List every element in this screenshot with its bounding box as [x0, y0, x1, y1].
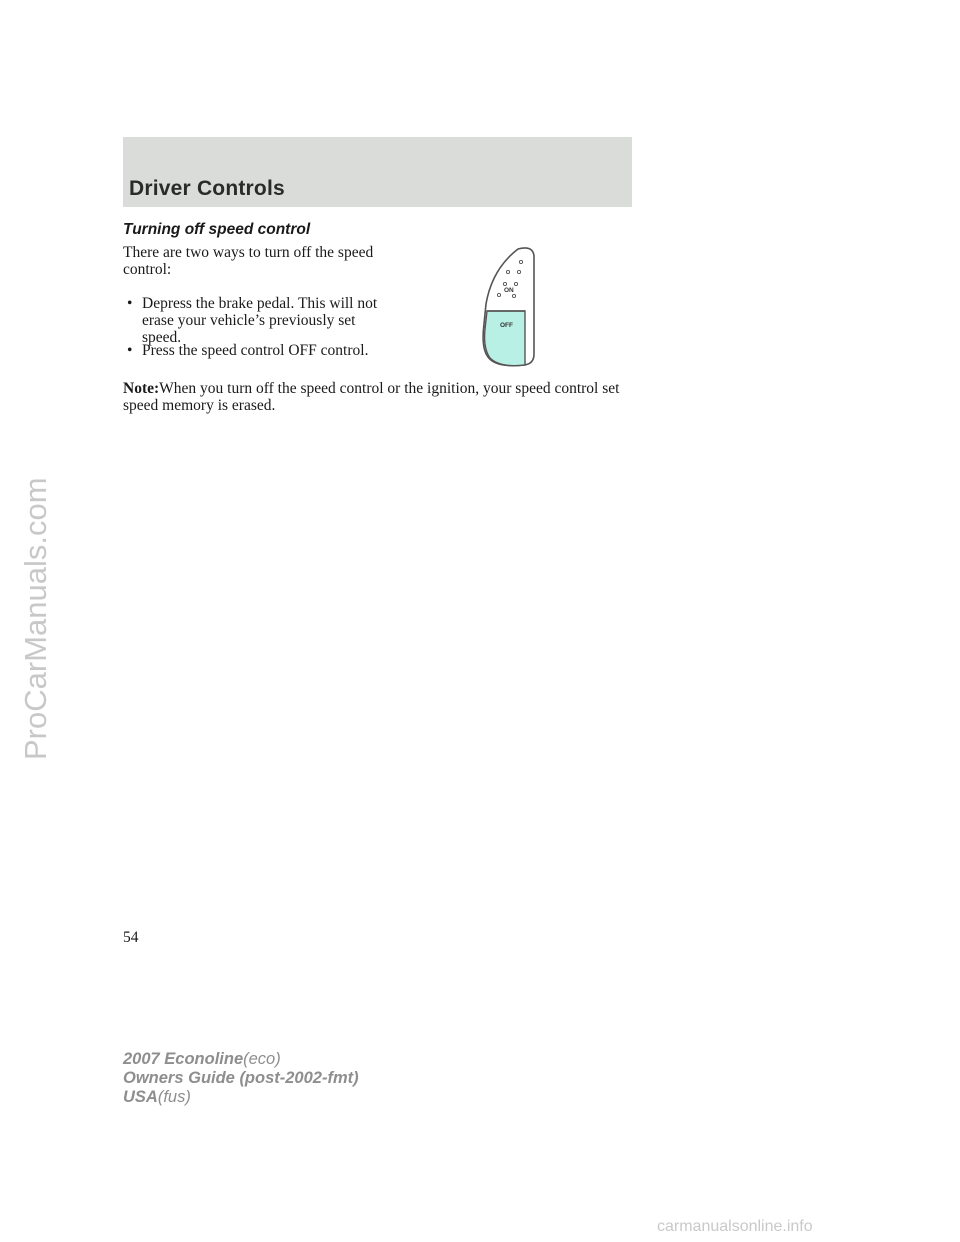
footer-market-code: (fus) — [157, 1088, 191, 1106]
bullet-marker: • — [127, 342, 133, 359]
footer-line-3 — [123, 1088, 359, 1107]
footer-line-1 — [123, 1050, 359, 1069]
off-button-region — [485, 311, 525, 366]
bottom-watermark: carmanualsonline.info — [657, 1218, 813, 1235]
section-title: Driver Controls — [129, 177, 285, 200]
list-item-text: Depress the brake pedal. This will not erase your vehicle’s previously set speed. — [142, 295, 378, 346]
page-number: 54 — [123, 929, 139, 946]
note-label: Note: — [123, 380, 160, 397]
footer-market: USA — [123, 1088, 158, 1106]
off-label: OFF — [500, 322, 513, 329]
note-text: When you turn off the speed control or the ignition, your speed control set speed memory is erased. — [123, 380, 620, 414]
bullet-marker: • — [127, 295, 133, 312]
side-watermark: ProCarManuals.com — [18, 477, 53, 760]
speed-control-switch-illustration — [478, 244, 538, 368]
intro-paragraph: There are two ways to turn off the speed control: — [123, 244, 374, 278]
document-footer — [123, 1050, 359, 1107]
list-item-text: Press the speed control OFF control. — [142, 342, 369, 359]
subheading: Turning off speed control — [123, 221, 311, 238]
footer-model: 2007 Econoline — [123, 1050, 244, 1068]
note-paragraph — [123, 380, 633, 414]
on-label: ON — [504, 287, 514, 294]
footer-line-2: Owners Guide (post-2002-fmt) — [123, 1069, 359, 1087]
footer-model-code: (eco) — [243, 1050, 281, 1068]
